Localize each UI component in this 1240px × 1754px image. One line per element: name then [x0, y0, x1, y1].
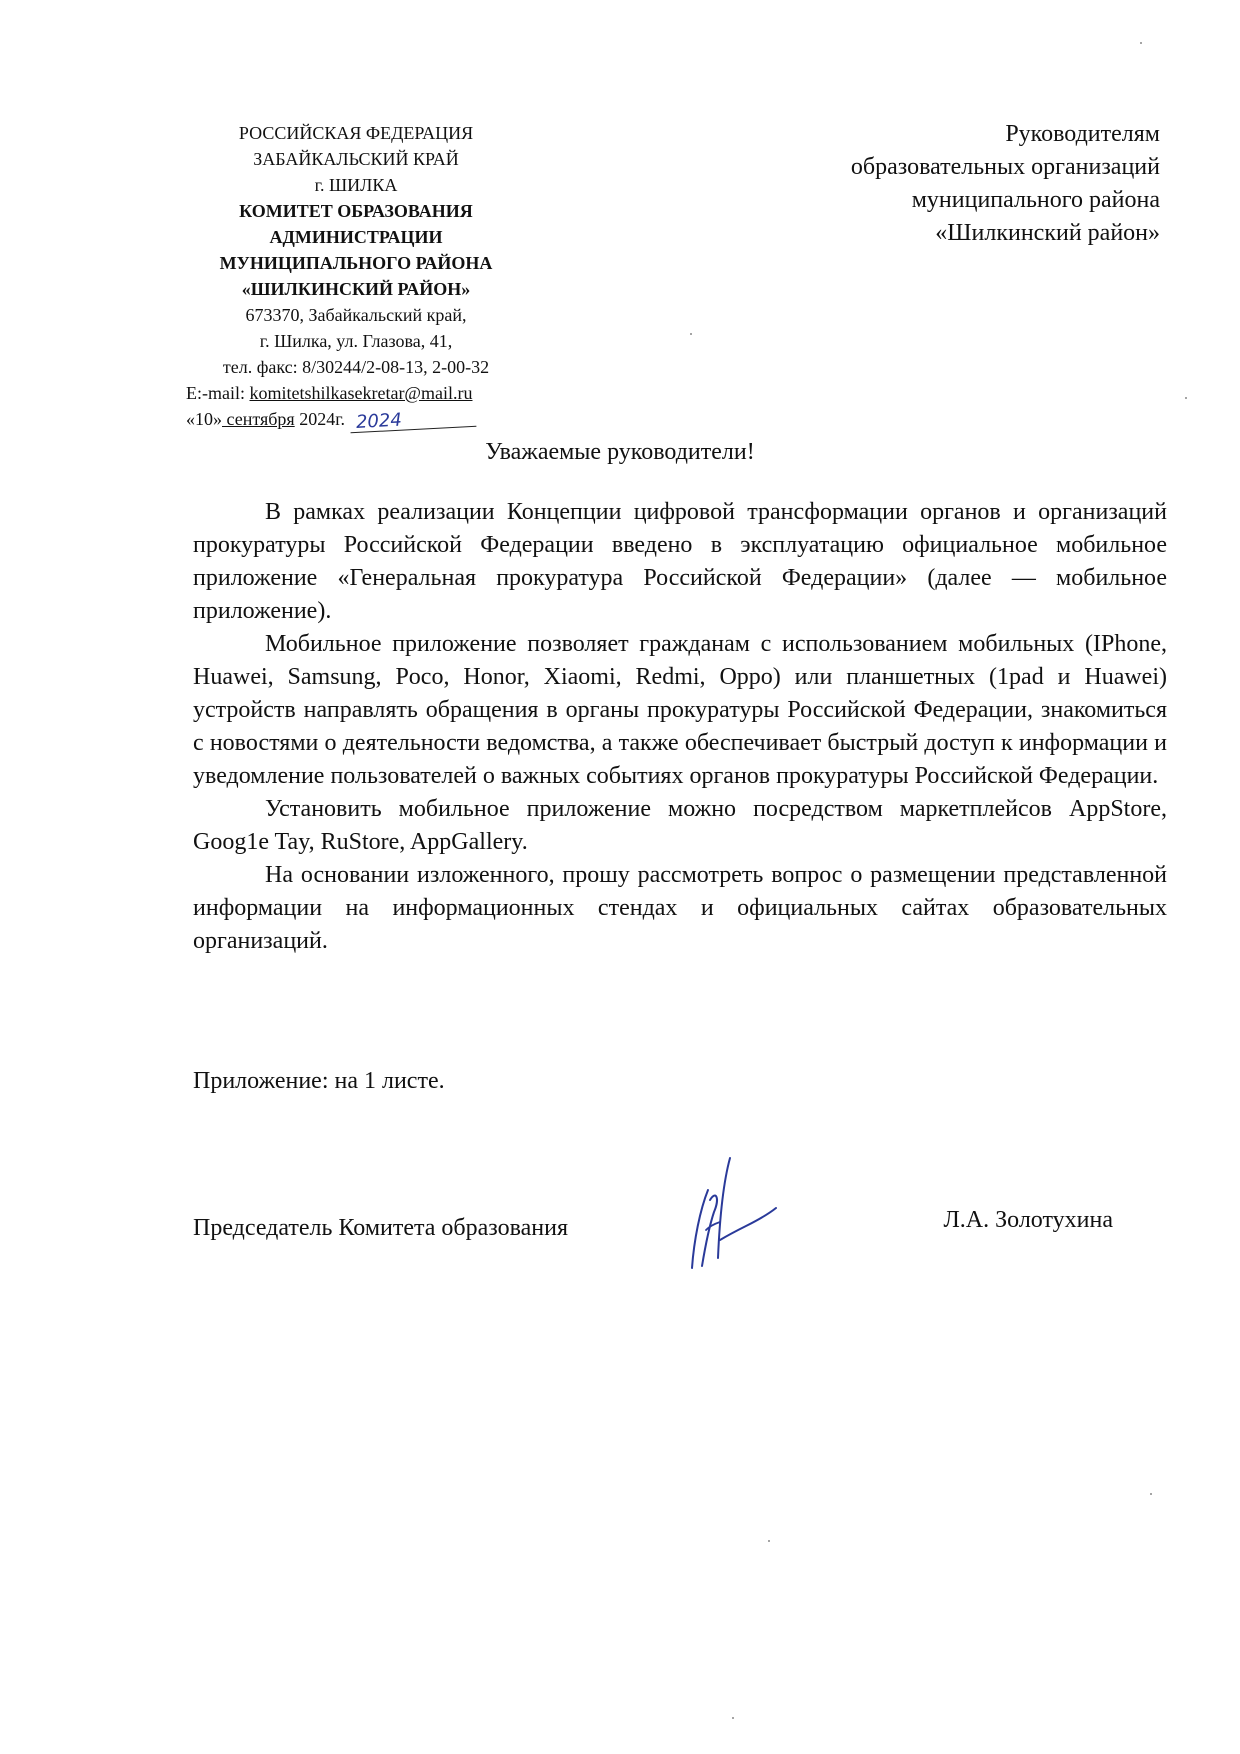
letterhead-date: [186, 406, 526, 432]
scan-speck: [690, 333, 692, 335]
body-paragraph-1: В рамках реализации Концепции цифровой трансформации органов и организаций прокуратуры Российской Федерации введено в эксплуатацию официальное мобильное приложение «Генеральная прокуратура Российской Федерации» (далее — мобильное приложение).: [193, 499, 1167, 624]
signatory-name: Л.А. Золотухина: [943, 1207, 1113, 1233]
letterhead-org-line4: «ШИЛКИНСКИЙ РАЙОН»: [241, 279, 471, 299]
letterhead-org-line2: АДМИНИСТРАЦИИ: [269, 227, 443, 247]
letterhead-org-line3: МУНИЦИПАЛЬНОГО РАЙОНА: [219, 253, 493, 273]
signatory-title: Председатель Комитета образования: [193, 1215, 569, 1241]
date-month: сентября: [222, 409, 295, 429]
date-year: 2024г.: [294, 409, 346, 429]
letterhead-email-link[interactable]: komitetshilkasekretar@mail.ru: [249, 383, 473, 403]
scan-speck: [768, 1540, 770, 1542]
letterhead: [186, 120, 526, 432]
addressee-line3: муниципального района: [911, 187, 1160, 213]
body-paragraph-4: На основании изложенного, прошу рассмотреть вопрос о размещении представленной информации на информационных стендах и официальных сайтах образовательных организаций.: [193, 862, 1167, 954]
scan-speck: [1150, 1493, 1152, 1495]
letterhead-email-label: E:-mail:: [186, 383, 250, 403]
addressee-line4: «Шилкинский район»: [935, 220, 1160, 246]
letterhead-email-line: [186, 380, 526, 406]
salutation: Уважаемые руководители!: [485, 439, 755, 465]
date-day: «10»: [186, 409, 222, 429]
body-paragraph-3: Установить мобильное приложение можно посредством маркетплейсов AppStore, Goog1e Tay, RuStore, AppGallery.: [193, 796, 1167, 855]
letterhead-region: ЗАБАЙКАЛЬСКИЙ КРАЙ: [253, 149, 459, 169]
letterhead-address-line1: 673370, Забайкальский край,: [245, 305, 467, 325]
letterhead-org-line1: КОМИТЕТ ОБРАЗОВАНИЯ: [239, 201, 473, 221]
handwritten-signature: [680, 1150, 800, 1280]
scan-speck: [732, 1717, 734, 1719]
attachment-note: Приложение: на 1 листе.: [193, 1068, 445, 1094]
letterhead-city: г. ШИЛКА: [314, 175, 398, 195]
addressee-block: [740, 118, 1160, 250]
body-paragraph-2: Мобильное приложение позволяет гражданам с использованием мобильных (IPhone, Huawei, Samsung, Poco, Honor, Xiaomi, Redmi, Oppo) или планшетных (1pad и Huawei) устройств направлять обращения в органы прокуратуры Российской Федерации, знакомиться с новостями о деятельности ведомства, а также обеспечивает быстрый доступ к информации и уведомление пользователей о важных событиях органов прокуратуры Российской Федерации.: [193, 631, 1167, 789]
addressee-line1: Руководителям: [1005, 121, 1160, 147]
handwritten-registration-number: 2024: [349, 408, 476, 434]
letter-body: [193, 496, 1167, 958]
letterhead-phone: тел. факс: 8/30244/2-08-13, 2-00-32: [222, 357, 490, 377]
addressee-line2: образовательных организаций: [850, 154, 1160, 180]
letterhead-country: РОССИЙСКАЯ ФЕДЕРАЦИЯ: [238, 123, 474, 143]
letterhead-address-line2: г. Шилка, ул. Глазова, 41,: [259, 331, 453, 351]
scan-speck: [1140, 42, 1142, 44]
scan-speck: [1185, 397, 1187, 399]
